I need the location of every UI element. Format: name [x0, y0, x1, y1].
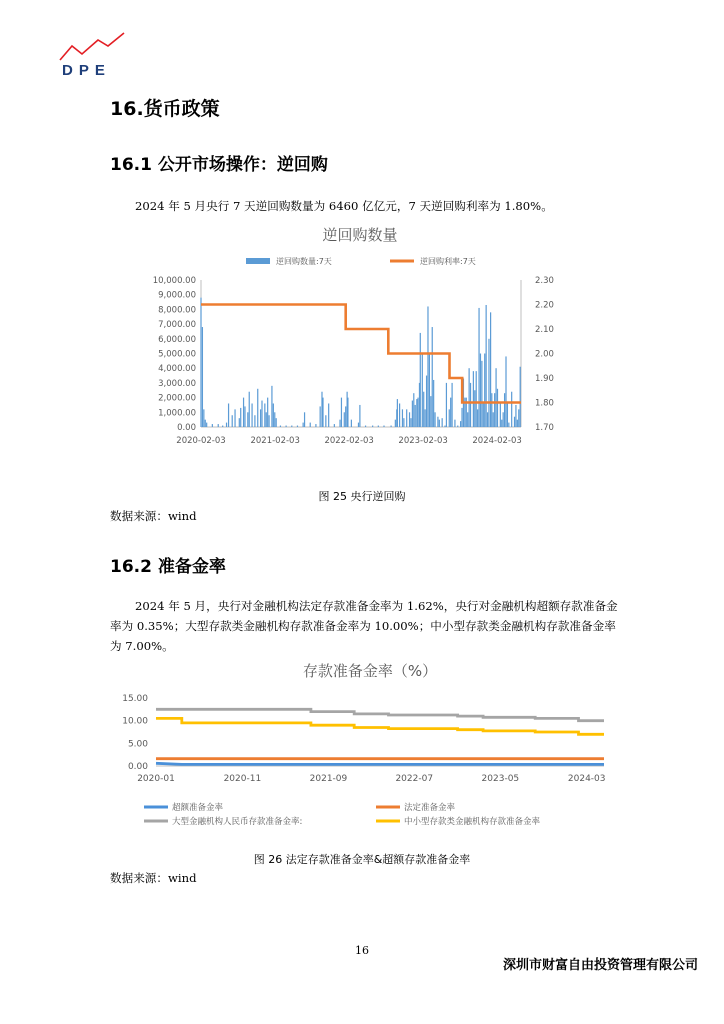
x-tick-label: 2020-11	[223, 774, 262, 784]
volume-bar	[304, 412, 305, 427]
volume-bar	[218, 424, 219, 427]
subsection-title-reserve-ratio: 16.2 准备金率	[110, 557, 226, 577]
volume-bar	[487, 412, 488, 427]
volume-bar	[449, 409, 450, 427]
volume-bar	[415, 405, 416, 427]
volume-bar	[274, 412, 275, 427]
y-right-tick-label: 2.00	[535, 349, 554, 360]
volume-bar	[345, 406, 346, 427]
volume-bar	[286, 426, 287, 427]
chart2-lines	[156, 709, 604, 764]
volume-bar	[477, 409, 478, 427]
volume-bar	[202, 327, 203, 427]
chart2-legend	[144, 802, 541, 827]
reserve-ratio-paragraph: 2024 年 5 月，央行对金融机构法定存款准备金率为 1.62%，央行对金融机构超额存款准备金率为 0.35%；大型存款类金融机构存款准备金率为 10.00%；中小型存款类金融机构存款准备金率为 7.00%。	[110, 599, 618, 653]
volume-bar	[503, 412, 504, 427]
volume-bar	[488, 339, 489, 427]
volume-bar	[268, 415, 269, 427]
volume-bar	[427, 306, 428, 427]
volume-bar	[303, 423, 304, 427]
reserve-ratio-chart	[108, 656, 618, 836]
y-left-tick-label: 9,000.00	[158, 290, 196, 301]
volume-bar	[249, 392, 250, 427]
volume-bar	[478, 308, 479, 427]
legend-label-volume: 逆回购数量:7天	[276, 257, 332, 266]
volume-bar	[433, 380, 434, 427]
volume-bar	[347, 398, 348, 427]
volume-bar	[444, 426, 445, 427]
x-tick-label: 2021-02-03	[250, 436, 300, 446]
figure-26-caption: 图 26 法定存款准备金率&超额存款准备金率	[253, 853, 471, 866]
volume-bar	[417, 398, 418, 427]
legend-swatch-volume	[246, 258, 270, 264]
volume-bar	[473, 371, 474, 427]
x-tick-label: 2022-07	[395, 774, 434, 784]
volume-bar	[266, 412, 267, 427]
volume-bar	[261, 401, 262, 427]
volume-bar	[226, 423, 227, 427]
volume-bar	[450, 398, 451, 427]
volume-bar	[205, 420, 206, 427]
x-tick-label: 2022-02-03	[324, 436, 374, 446]
volume-bar	[402, 409, 403, 427]
volume-bar	[212, 424, 213, 427]
volume-bar	[446, 383, 447, 427]
volume-bar	[395, 420, 396, 427]
volume-bar	[315, 424, 316, 427]
volume-bar	[234, 409, 235, 427]
x-tick-label: 2020-02-03	[176, 436, 226, 446]
volume-bar	[297, 426, 298, 427]
y-left-tick-label: 7,000.00	[158, 320, 196, 331]
y-right-tick-label: 2.10	[535, 325, 554, 335]
volume-bar	[484, 354, 485, 428]
volume-bar	[457, 426, 458, 427]
volume-bar	[399, 403, 400, 427]
volume-bar	[344, 412, 345, 427]
volume-bar	[273, 403, 274, 427]
reverse-repo-chart	[118, 222, 554, 484]
volume-bar	[365, 426, 366, 427]
volume-bar	[359, 405, 360, 427]
chart1-legend	[246, 256, 476, 266]
reserve-series-line-1	[156, 763, 604, 764]
volume-bar	[420, 333, 421, 427]
volume-bar	[328, 403, 329, 427]
volume-bar	[351, 420, 352, 427]
volume-bar	[520, 367, 521, 427]
volume-bar	[260, 409, 261, 427]
volume-bar	[501, 420, 502, 427]
section-title: 16.货币政策	[110, 98, 220, 120]
logo-mark	[58, 30, 128, 64]
y-tick-label: 0.00	[127, 762, 148, 772]
volume-bar	[490, 312, 491, 427]
volume-bar	[325, 415, 326, 427]
volume-bar	[483, 403, 484, 427]
volume-bar	[251, 403, 252, 427]
legend-label-2: 法定准备金率	[404, 803, 456, 813]
volume-bar	[409, 412, 410, 427]
y-right-tick-label: 1.90	[535, 374, 554, 384]
volume-bar	[240, 408, 241, 427]
y-left-tick-label: 0.00	[177, 423, 196, 433]
y-left-tick-label: 4,000.00	[158, 364, 196, 375]
volume-bar	[480, 354, 481, 428]
y-tick-label: 10.00	[122, 716, 148, 727]
volume-bar	[470, 383, 471, 427]
y-right-tick-label: 1.80	[535, 398, 554, 409]
y-left-tick-label: 6,000.00	[158, 334, 196, 345]
volume-bar	[334, 424, 335, 427]
volume-bar	[495, 368, 496, 427]
volume-bar	[200, 298, 201, 427]
volume-bar	[397, 399, 398, 427]
y-right-tick-label: 2.20	[535, 300, 554, 311]
volume-bar	[451, 383, 452, 427]
y-left-tick-label: 5,000.00	[158, 349, 196, 360]
volume-bar	[434, 412, 435, 427]
logo-text: DPE	[62, 62, 111, 79]
page-number: 16	[355, 944, 369, 957]
volume-bar	[518, 409, 519, 427]
volume-bar	[476, 371, 477, 427]
volume-bar	[372, 426, 373, 427]
volume-bar	[425, 409, 426, 427]
volume-bar	[497, 389, 498, 427]
volume-bar	[423, 392, 424, 427]
company-name: 深圳市财富自由投资管理有限公司	[502, 958, 698, 973]
volume-bar	[206, 423, 207, 427]
volume-bar	[426, 376, 427, 427]
volume-bar	[383, 426, 384, 427]
volume-bar	[243, 398, 244, 427]
x-tick-label: 2024-03	[567, 774, 606, 784]
y-tick-label: 5.00	[127, 739, 148, 750]
volume-bar	[410, 418, 411, 427]
chart1-title: 逆回购数量	[322, 226, 398, 244]
volume-bar	[422, 354, 423, 428]
volume-bar	[239, 418, 240, 427]
subsection-title-reverse-repo: 16.1 公开市场操作：逆回购	[110, 155, 328, 175]
volume-bar	[320, 406, 321, 427]
y-tick-label: 15.00	[122, 694, 148, 704]
volume-bar	[271, 386, 272, 427]
volume-bar	[454, 420, 455, 427]
reverse-repo-paragraph: 2024 年 5 月央行 7 天逆回购数量为 6460 亿亿元，7 天逆回购利率为 1.80%。	[135, 199, 553, 213]
volume-bar	[322, 398, 323, 427]
legend-label-4: 中小型存款类金融机构存款准备金率	[404, 817, 541, 827]
volume-bar	[439, 420, 440, 427]
y-right-tick-label: 1.70	[535, 423, 554, 433]
volume-bar	[267, 398, 268, 427]
volume-bar	[515, 405, 516, 427]
y-right-tick-label: 2.30	[535, 276, 554, 286]
y-left-tick-label: 10,000.00	[152, 276, 196, 286]
volume-bar	[280, 426, 281, 427]
volume-bar	[437, 417, 438, 427]
chart1-bars	[200, 298, 520, 427]
volume-bar	[264, 403, 265, 427]
logo-swoosh	[60, 33, 124, 60]
volume-bar	[504, 393, 505, 427]
volume-bar	[276, 418, 277, 427]
volume-bar	[203, 409, 204, 427]
volume-bar	[507, 403, 508, 427]
volume-bar	[413, 393, 414, 427]
volume-bar	[232, 415, 233, 427]
volume-bar	[461, 408, 462, 427]
volume-bar	[432, 327, 433, 427]
volume-bar	[514, 417, 515, 427]
legend-label-3: 大型金融机构人民币存款准备金率:	[172, 817, 303, 827]
reserve-series-line-3	[156, 709, 604, 720]
volume-bar	[291, 426, 292, 427]
volume-bar	[228, 403, 229, 427]
volume-bar	[257, 389, 258, 427]
volume-bar	[481, 361, 482, 427]
volume-bar	[403, 418, 404, 427]
volume-bar	[505, 356, 506, 427]
volume-bar	[310, 423, 311, 427]
y-left-tick-label: 2,000.00	[158, 393, 196, 404]
x-tick-label: 2020-01	[137, 774, 175, 784]
volume-bar	[467, 412, 468, 427]
data-source-2: 数据来源：wind	[110, 871, 197, 885]
volume-bar	[406, 409, 407, 427]
volume-bar	[339, 420, 340, 427]
volume-bar	[247, 412, 248, 427]
volume-bar	[378, 426, 379, 427]
volume-bar	[429, 354, 430, 428]
volume-bar	[460, 421, 461, 427]
figure-25-caption: 图 25 央行逆回购	[318, 490, 406, 503]
y-left-tick-label: 8,000.00	[158, 305, 196, 316]
volume-bar	[474, 390, 475, 427]
data-source-1: 数据来源：wind	[110, 509, 197, 523]
volume-bar	[416, 399, 417, 427]
x-tick-label: 2023-05	[481, 774, 520, 784]
volume-bar	[500, 402, 501, 427]
chart2-axes	[122, 694, 605, 784]
volume-bar	[486, 305, 487, 427]
volume-bar	[517, 420, 518, 427]
volume-bar	[491, 393, 492, 427]
y-left-tick-label: 1,000.00	[158, 408, 196, 419]
volume-bar	[494, 393, 495, 427]
volume-bar	[412, 401, 413, 427]
legend-label-rate: 逆回购利率:7天	[420, 257, 476, 266]
volume-bar	[244, 406, 245, 427]
legend-label-1: 超额准备金率	[172, 803, 224, 813]
chart2-title: 存款准备金率（%）	[302, 662, 438, 680]
x-tick-label: 2021-09	[309, 774, 348, 784]
volume-bar	[358, 423, 359, 427]
reserve-series-line-4	[156, 718, 604, 734]
x-tick-label: 2023-02-03	[398, 436, 448, 446]
volume-bar	[442, 418, 443, 427]
volume-bar	[254, 415, 255, 427]
y-left-tick-label: 3,000.00	[158, 378, 196, 389]
volume-bar	[222, 426, 223, 427]
volume-bar	[341, 398, 342, 427]
volume-bar	[390, 426, 391, 427]
volume-bar	[511, 392, 512, 427]
x-tick-label: 2024-02-03	[472, 436, 522, 446]
volume-bar	[430, 396, 431, 427]
volume-bar	[493, 412, 494, 427]
volume-bar	[469, 368, 470, 427]
volume-bar	[508, 423, 509, 427]
